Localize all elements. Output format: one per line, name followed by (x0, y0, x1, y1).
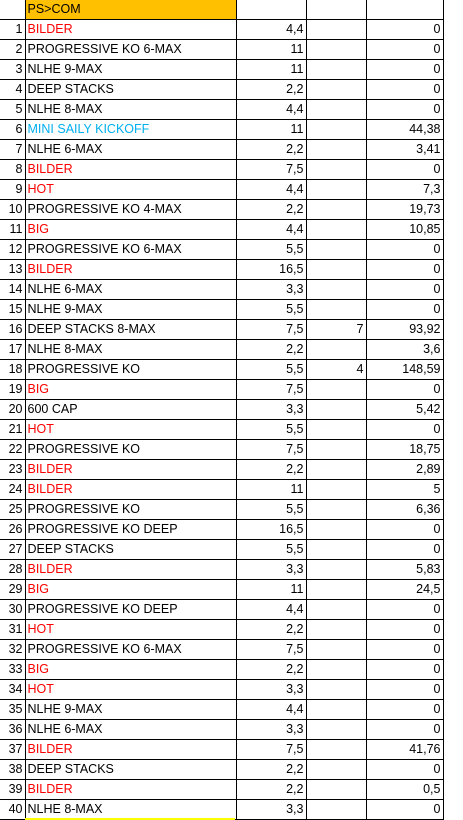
prize-cell[interactable]: 0 (366, 260, 443, 280)
table-row (0, 80, 443, 100)
table-row (0, 560, 443, 580)
header-cell[interactable]: PS>COM (25, 0, 236, 20)
place-cell[interactable] (306, 600, 366, 620)
table-row (0, 140, 443, 160)
tournament-name-cell[interactable]: NLHE 6-MAX (25, 720, 236, 740)
prize-cell[interactable]: 0 (366, 660, 443, 680)
buyin-cell[interactable]: 11 (236, 60, 306, 80)
tournament-name-cell[interactable]: BILDER (25, 160, 236, 180)
place-cell[interactable] (306, 540, 366, 560)
table-row (0, 180, 443, 200)
place-cell[interactable] (306, 760, 366, 780)
buyin-cell[interactable]: 2,2 (236, 760, 306, 780)
table-row (0, 240, 443, 260)
buyin-cell[interactable]: 11 (236, 40, 306, 60)
place-cell[interactable] (306, 140, 366, 160)
prize-cell[interactable]: 0 (366, 40, 443, 60)
place-cell[interactable] (306, 280, 366, 300)
row-index-cell[interactable]: 14 (0, 280, 25, 300)
row-index-cell[interactable]: 6 (0, 120, 25, 140)
table-row (0, 20, 443, 40)
prize-cell[interactable]: 0 (366, 700, 443, 720)
prize-cell[interactable]: 19,73 (366, 200, 443, 220)
prize-cell[interactable]: 24,5 (366, 580, 443, 600)
table-row (0, 580, 443, 600)
table-row (0, 660, 443, 680)
place-cell[interactable] (306, 380, 366, 400)
row-index-cell[interactable]: 8 (0, 160, 25, 180)
place-cell[interactable] (306, 40, 366, 60)
place-cell[interactable] (306, 220, 366, 240)
table-row (0, 200, 443, 220)
table-row (0, 40, 443, 60)
header-index-cell[interactable] (0, 0, 25, 20)
table-row (0, 720, 443, 740)
prize-cell[interactable]: 0 (366, 600, 443, 620)
table-row (0, 60, 443, 80)
row-index-cell[interactable]: 13 (0, 260, 25, 280)
tournament-name-cell[interactable]: PROGRESSIVE KO 4-MAX (25, 200, 236, 220)
buyin-cell[interactable]: 5,5 (236, 360, 306, 380)
prize-cell[interactable]: 3,41 (366, 140, 443, 160)
place-cell[interactable] (306, 400, 366, 420)
buyin-cell[interactable]: 11 (236, 120, 306, 140)
table-row (0, 540, 443, 560)
prize-cell[interactable]: 5,83 (366, 560, 443, 580)
buyin-cell[interactable]: 7,5 (236, 440, 306, 460)
tournament-name-cell[interactable]: BIG (25, 580, 236, 600)
row-index-cell[interactable]: 27 (0, 540, 25, 560)
row-index-cell[interactable]: 20 (0, 400, 25, 420)
prize-cell[interactable]: 5 (366, 480, 443, 500)
place-cell[interactable] (306, 440, 366, 460)
buyin-cell[interactable]: 3,3 (236, 280, 306, 300)
row-index-cell[interactable]: 36 (0, 720, 25, 740)
row-index-cell[interactable]: 4 (0, 80, 25, 100)
table-row (0, 780, 443, 800)
place-cell[interactable] (306, 420, 366, 440)
prize-cell[interactable]: 0 (366, 100, 443, 120)
prize-cell[interactable]: 0,5 (366, 780, 443, 800)
prize-cell[interactable]: 0 (366, 160, 443, 180)
tournament-name-cell[interactable]: NLHE 8-MAX (25, 800, 236, 820)
row-index-cell[interactable]: 22 (0, 440, 25, 460)
buyin-cell[interactable]: 4,4 (236, 600, 306, 620)
tournament-name-cell[interactable]: HOT (25, 420, 236, 440)
buyin-cell[interactable]: 4,4 (236, 180, 306, 200)
row-index-cell[interactable]: 5 (0, 100, 25, 120)
row-index-cell[interactable]: 1 (0, 20, 25, 40)
table-row (0, 620, 443, 640)
buyin-cell[interactable]: 7,5 (236, 320, 306, 340)
prize-cell[interactable]: 0 (366, 240, 443, 260)
buyin-cell[interactable]: 2,2 (236, 620, 306, 640)
prize-cell[interactable]: 3,6 (366, 340, 443, 360)
tournament-name-cell[interactable]: MINI SAILY KICKOFF (25, 120, 236, 140)
table-row (0, 700, 443, 720)
table-row (0, 160, 443, 180)
row-index-cell[interactable]: 15 (0, 300, 25, 320)
tournament-name-cell[interactable]: BILDER (25, 460, 236, 480)
tournament-name-cell[interactable]: NLHE 6-MAX (25, 280, 236, 300)
place-cell[interactable] (306, 80, 366, 100)
buyin-cell[interactable]: 2,2 (236, 660, 306, 680)
prize-cell[interactable]: 44,38 (366, 120, 443, 140)
tournament-name-cell[interactable]: PROGRESSIVE KO 6-MAX (25, 40, 236, 60)
header-cell-d[interactable] (366, 0, 443, 20)
prize-cell[interactable]: 0 (366, 420, 443, 440)
prize-cell[interactable]: 18,75 (366, 440, 443, 460)
row-index-cell[interactable]: 23 (0, 460, 25, 480)
table-row (0, 340, 443, 360)
prize-cell[interactable]: 2,89 (366, 460, 443, 480)
place-cell[interactable] (306, 20, 366, 40)
place-cell[interactable] (306, 740, 366, 760)
place-cell[interactable] (306, 640, 366, 660)
prize-cell[interactable]: 0 (366, 640, 443, 660)
prize-cell[interactable]: 0 (366, 380, 443, 400)
buyin-cell[interactable]: 2,2 (236, 460, 306, 480)
tournament-name-cell[interactable]: HOT (25, 680, 236, 700)
tournament-name-cell[interactable]: PROGRESSIVE KO DEEP (25, 520, 236, 540)
buyin-cell[interactable]: 11 (236, 480, 306, 500)
place-cell[interactable] (306, 240, 366, 260)
tournament-name-cell[interactable]: DEEP STACKS (25, 80, 236, 100)
place-cell[interactable] (306, 620, 366, 640)
buyin-cell[interactable]: 3,3 (236, 560, 306, 580)
row-index-cell[interactable]: 9 (0, 180, 25, 200)
row-index-cell[interactable]: 40 (0, 800, 25, 820)
prize-cell[interactable]: 0 (366, 800, 443, 820)
table-row (0, 100, 443, 120)
tournament-name-cell[interactable]: PROGRESSIVE KO (25, 500, 236, 520)
table-row (0, 120, 443, 140)
buyin-cell[interactable]: 3,3 (236, 800, 306, 820)
place-cell[interactable]: 7 (306, 320, 366, 340)
place-cell[interactable] (306, 700, 366, 720)
buyin-cell[interactable]: 2,2 (236, 200, 306, 220)
buyin-cell[interactable]: 7,5 (236, 160, 306, 180)
buyin-cell[interactable]: 4,4 (236, 220, 306, 240)
header-row (0, 0, 443, 20)
prize-cell[interactable]: 0 (366, 520, 443, 540)
header-cell-b[interactable] (236, 0, 306, 20)
prize-cell[interactable]: 0 (366, 20, 443, 40)
tournament-name-cell[interactable]: NLHE 9-MAX (25, 300, 236, 320)
table-row (0, 520, 443, 540)
table-row (0, 220, 443, 240)
buyin-cell[interactable]: 3,3 (236, 720, 306, 740)
place-cell[interactable] (306, 660, 366, 680)
buyin-cell[interactable]: 11 (236, 580, 306, 600)
table-row (0, 320, 443, 340)
buyin-cell[interactable]: 16,5 (236, 260, 306, 280)
buyin-cell[interactable]: 7,5 (236, 740, 306, 760)
buyin-cell[interactable]: 4,4 (236, 100, 306, 120)
prize-cell[interactable]: 0 (366, 720, 443, 740)
place-cell[interactable] (306, 500, 366, 520)
tournament-name-cell[interactable]: BILDER (25, 780, 236, 800)
table-row (0, 440, 443, 460)
row-index-cell[interactable]: 28 (0, 560, 25, 580)
tournament-name-cell[interactable]: NLHE 8-MAX (25, 100, 236, 120)
row-index-cell[interactable]: 39 (0, 780, 25, 800)
row-index-cell[interactable]: 30 (0, 600, 25, 620)
place-cell[interactable] (306, 480, 366, 500)
row-index-cell[interactable]: 29 (0, 580, 25, 600)
tournament-name-cell[interactable]: PROGRESSIVE KO DEEP (25, 600, 236, 620)
row-index-cell[interactable]: 18 (0, 360, 25, 380)
row-index-cell[interactable]: 12 (0, 240, 25, 260)
buyin-cell[interactable]: 16,5 (236, 520, 306, 540)
prize-cell[interactable]: 93,92 (366, 320, 443, 340)
place-cell[interactable] (306, 100, 366, 120)
row-index-cell[interactable]: 10 (0, 200, 25, 220)
table-row (0, 500, 443, 520)
table-row (0, 400, 443, 420)
tournament-name-cell[interactable]: NLHE 9-MAX (25, 60, 236, 80)
prize-cell[interactable]: 5,42 (366, 400, 443, 420)
tournament-name-cell[interactable]: BIG (25, 220, 236, 240)
row-index-cell[interactable]: 25 (0, 500, 25, 520)
prize-cell[interactable]: 0 (366, 280, 443, 300)
prize-cell[interactable]: 0 (366, 620, 443, 640)
table-row (0, 680, 443, 700)
buyin-cell[interactable]: 2,2 (236, 340, 306, 360)
row-index-cell[interactable]: 38 (0, 760, 25, 780)
table-row (0, 420, 443, 440)
header-cell-c[interactable] (306, 0, 366, 20)
row-index-cell[interactable]: 26 (0, 520, 25, 540)
buyin-cell[interactable]: 5,5 (236, 420, 306, 440)
place-cell[interactable] (306, 340, 366, 360)
tournament-name-cell[interactable]: BIG (25, 660, 236, 680)
table-row (0, 300, 443, 320)
table-row (0, 760, 443, 780)
tournament-name-cell[interactable]: DEEP STACKS (25, 760, 236, 780)
place-cell[interactable] (306, 560, 366, 580)
table-row (0, 800, 443, 820)
table-row (0, 640, 443, 660)
buyin-cell[interactable]: 7,5 (236, 380, 306, 400)
place-cell[interactable] (306, 60, 366, 80)
row-index-cell[interactable]: 16 (0, 320, 25, 340)
row-index-cell[interactable]: 17 (0, 340, 25, 360)
table-row (0, 380, 443, 400)
place-cell[interactable] (306, 460, 366, 480)
tournament-name-cell[interactable]: BILDER (25, 560, 236, 580)
buyin-cell[interactable]: 4,4 (236, 700, 306, 720)
row-index-cell[interactable]: 21 (0, 420, 25, 440)
table-row (0, 360, 443, 380)
table-row (0, 260, 443, 280)
tournament-name-cell[interactable]: DEEP STACKS (25, 540, 236, 560)
tournament-name-cell[interactable]: 600 CAP (25, 400, 236, 420)
table-row (0, 280, 443, 300)
tournament-name-cell[interactable]: BILDER (25, 260, 236, 280)
tournament-name-cell[interactable]: HOT (25, 180, 236, 200)
buyin-cell[interactable]: 2,2 (236, 80, 306, 100)
table-row (0, 480, 443, 500)
place-cell[interactable] (306, 780, 366, 800)
buyin-cell[interactable]: 5,5 (236, 500, 306, 520)
buyin-cell[interactable]: 7,5 (236, 640, 306, 660)
place-cell[interactable] (306, 720, 366, 740)
place-cell[interactable] (306, 120, 366, 140)
row-index-cell[interactable]: 19 (0, 380, 25, 400)
buyin-cell[interactable]: 3,3 (236, 400, 306, 420)
prize-cell[interactable]: 0 (366, 300, 443, 320)
prize-cell[interactable]: 6,36 (366, 500, 443, 520)
place-cell[interactable] (306, 580, 366, 600)
buyin-cell[interactable]: 2,2 (236, 780, 306, 800)
buyin-cell[interactable]: 2,2 (236, 140, 306, 160)
buyin-cell[interactable]: 5,5 (236, 300, 306, 320)
buyin-cell[interactable]: 5,5 (236, 540, 306, 560)
prize-cell[interactable]: 7,3 (366, 180, 443, 200)
row-index-cell[interactable]: 35 (0, 700, 25, 720)
prize-cell[interactable]: 0 (366, 80, 443, 100)
table-row (0, 740, 443, 760)
row-index-cell[interactable]: 33 (0, 660, 25, 680)
tournament-name-cell[interactable]: PROGRESSIVE KO (25, 440, 236, 460)
tournament-name-cell[interactable]: BILDER (25, 480, 236, 500)
tournament-name-cell[interactable]: NLHE 6-MAX (25, 140, 236, 160)
tournament-name-cell[interactable]: NLHE 8-MAX (25, 340, 236, 360)
row-index-cell[interactable]: 31 (0, 620, 25, 640)
tournament-name-cell[interactable]: PROGRESSIVE KO (25, 360, 236, 380)
tournament-name-cell[interactable]: PROGRESSIVE KO 6-MAX (25, 240, 236, 260)
place-cell[interactable] (306, 520, 366, 540)
table-row (0, 600, 443, 620)
table-row (0, 460, 443, 480)
prize-cell[interactable]: 41,76 (366, 740, 443, 760)
row-index-cell[interactable]: 37 (0, 740, 25, 760)
buyin-cell[interactable]: 4,4 (236, 20, 306, 40)
prize-cell[interactable]: 0 (366, 60, 443, 80)
place-cell[interactable] (306, 800, 366, 820)
tournament-name-cell[interactable]: BILDER (25, 20, 236, 40)
prize-cell[interactable]: 148,59 (366, 360, 443, 380)
row-index-cell[interactable]: 11 (0, 220, 25, 240)
row-index-cell[interactable]: 3 (0, 60, 25, 80)
tournament-name-cell[interactable]: DEEP STACKS 8-MAX (25, 320, 236, 340)
row-index-cell[interactable]: 34 (0, 680, 25, 700)
place-cell[interactable] (306, 260, 366, 280)
tournament-name-cell[interactable]: HOT (25, 620, 236, 640)
prize-cell[interactable]: 10,85 (366, 220, 443, 240)
buyin-cell[interactable]: 5,5 (236, 240, 306, 260)
prize-cell[interactable]: 0 (366, 680, 443, 700)
place-cell[interactable] (306, 180, 366, 200)
tournament-name-cell[interactable]: NLHE 9-MAX (25, 700, 236, 720)
tournament-name-cell[interactable]: BILDER (25, 740, 236, 760)
prize-cell[interactable]: 0 (366, 540, 443, 560)
place-cell[interactable]: 4 (306, 360, 366, 380)
buyin-cell[interactable]: 3,3 (236, 680, 306, 700)
prize-cell[interactable]: 0 (366, 760, 443, 780)
row-index-cell[interactable]: 2 (0, 40, 25, 60)
place-cell[interactable] (306, 200, 366, 220)
place-cell[interactable] (306, 160, 366, 180)
tournament-name-cell[interactable]: PROGRESSIVE KO 6-MAX (25, 640, 236, 660)
row-index-cell[interactable]: 32 (0, 640, 25, 660)
row-index-cell[interactable]: 7 (0, 140, 25, 160)
place-cell[interactable] (306, 300, 366, 320)
row-index-cell[interactable]: 24 (0, 480, 25, 500)
tournament-name-cell[interactable]: BIG (25, 380, 236, 400)
place-cell[interactable] (306, 680, 366, 700)
